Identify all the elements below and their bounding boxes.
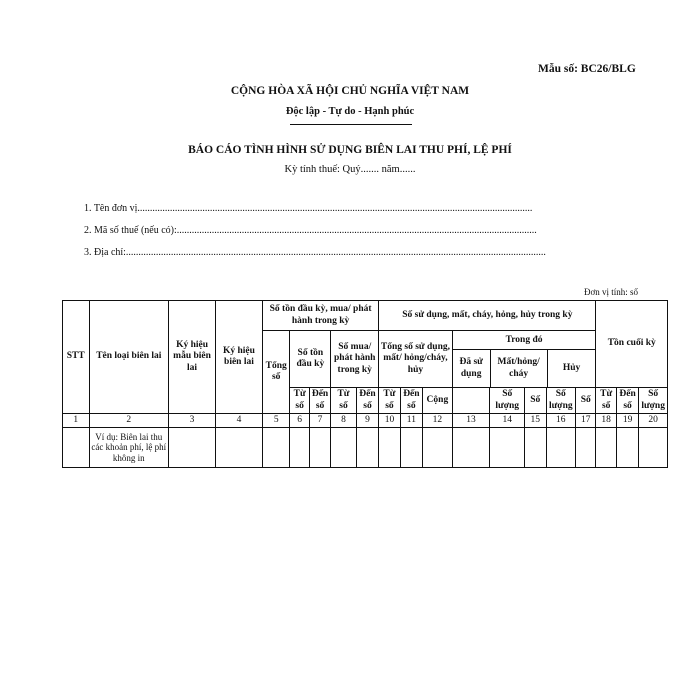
th-den-so-9: Đến số xyxy=(356,388,378,414)
col-number: 13 xyxy=(452,414,490,428)
th-den-so-19: Đến số xyxy=(616,388,638,414)
th-so-luong-14: Số lượng xyxy=(490,388,525,414)
unit-note: Đơn vị tính: số xyxy=(583,287,638,297)
table-cell xyxy=(596,428,616,468)
table-cell xyxy=(490,428,525,468)
table-cell xyxy=(309,428,330,468)
th-stt: STT xyxy=(63,301,90,414)
th-so-luong-20: Số lượng xyxy=(639,388,668,414)
th-of-which: Trong đó xyxy=(453,331,596,350)
column-number-row xyxy=(63,414,668,428)
th-purchased: Số mua/ phát hành trong kỳ xyxy=(331,331,379,388)
table-cell xyxy=(639,428,668,468)
th-tu-so-18: Từ số xyxy=(596,388,616,414)
th-den-so-11: Đến số xyxy=(400,388,422,414)
table-cell xyxy=(379,428,400,468)
col-number: 7 xyxy=(309,414,330,428)
col-number: 2 xyxy=(89,414,169,428)
cell-stt xyxy=(63,428,90,468)
col-number: 9 xyxy=(356,414,378,428)
th-used: Đã sử dụng xyxy=(453,350,491,387)
col-number: 11 xyxy=(400,414,422,428)
report-table xyxy=(62,300,668,468)
tax-period: Kỳ tính thuế: Quý....... năm...... xyxy=(284,164,416,175)
col-number: 17 xyxy=(576,414,596,428)
col-number: 15 xyxy=(525,414,546,428)
unit-name-field: 1. Tên đơn vị.............................................................................................................................................................. xyxy=(84,203,533,214)
table-cell xyxy=(331,428,357,468)
table-cell xyxy=(400,428,422,468)
th-so-luong-16: Số lượng xyxy=(546,388,576,414)
th-tu-so-6: Từ số xyxy=(290,388,309,414)
col-number: 6 xyxy=(290,414,309,428)
col-number: 4 xyxy=(216,414,263,428)
col-number: 8 xyxy=(331,414,357,428)
col-number: 20 xyxy=(639,414,668,428)
col-number: 18 xyxy=(596,414,616,428)
motto: Độc lập - Tự do - Hạnh phúc xyxy=(285,106,415,117)
th-used-blank-13 xyxy=(452,388,490,414)
th-total: Tổng số xyxy=(262,331,290,414)
table-cell xyxy=(525,428,546,468)
th-total-used: Tổng số sử dụng, mất/ hỏng/cháy, hủy xyxy=(379,331,452,388)
th-receipt-type: Tên loại biên lai xyxy=(89,301,169,414)
th-opening-stock: Số tồn đầu kỳ xyxy=(290,331,331,388)
th-used-group: Số sử dụng, mất, cháy, hỏng, hủy trong kỳ xyxy=(379,301,596,331)
col-number: 5 xyxy=(262,414,290,428)
col-number: 12 xyxy=(423,414,453,428)
col-number: 3 xyxy=(169,414,216,428)
th-tu-so-10: Từ số xyxy=(379,388,400,414)
address-field: 3. Địa chỉ:........................................................................................................................................................................ xyxy=(84,247,546,258)
table-cell xyxy=(169,428,216,468)
table-cell xyxy=(423,428,453,468)
th-cancelled: Hủy xyxy=(562,362,581,373)
th-opening-group: Số tồn đầu kỳ, mua/ phát hành trong kỳ xyxy=(262,301,378,331)
col-number: 16 xyxy=(546,414,576,428)
col-number: 14 xyxy=(490,414,525,428)
divider xyxy=(290,124,412,125)
th-tu-so-8: Từ số xyxy=(331,388,357,414)
th-so-17: Số xyxy=(576,388,596,414)
table-cell xyxy=(576,428,596,468)
form-number: Mẫu số: BC26/BLG xyxy=(538,63,636,75)
th-of-which-block xyxy=(452,331,596,388)
col-number: 1 xyxy=(63,414,90,428)
col-number: 19 xyxy=(616,414,638,428)
table-cell xyxy=(216,428,263,468)
col-number: 10 xyxy=(379,414,400,428)
report-title: BÁO CÁO TÌNH HÌNH SỬ DỤNG BIÊN LAI THU PHÍ, LỆ PHÍ xyxy=(188,144,512,156)
table-cell xyxy=(290,428,309,468)
th-cong-12: Cộng xyxy=(423,388,453,414)
tax-code-field: 2. Mã số thuế (nếu có):................................................................................................................................................ xyxy=(84,225,537,236)
table-cell xyxy=(356,428,378,468)
th-template-symbol: Ký hiệu mẫu biên lai xyxy=(169,301,216,414)
th-receipt-symbol: Ký hiệu biên lai xyxy=(216,301,263,414)
table-cell xyxy=(452,428,490,468)
table-row xyxy=(63,428,668,468)
table-cell xyxy=(546,428,576,468)
th-closing-group: Tồn cuối kỳ xyxy=(596,301,668,388)
example-receipt-type: Ví dụ: Biên lai thu các khoản phí, lệ phí không in xyxy=(89,428,169,468)
table-cell xyxy=(262,428,290,468)
table-cell xyxy=(616,428,638,468)
th-den-so-7: Đến số xyxy=(309,388,330,414)
nation-header: CỘNG HÒA XÃ HỘI CHỦ NGHĨA VIỆT NAM xyxy=(230,85,470,97)
th-so-15: Số xyxy=(525,388,546,414)
th-lost: Mất/hỏng/ cháy xyxy=(491,350,548,387)
